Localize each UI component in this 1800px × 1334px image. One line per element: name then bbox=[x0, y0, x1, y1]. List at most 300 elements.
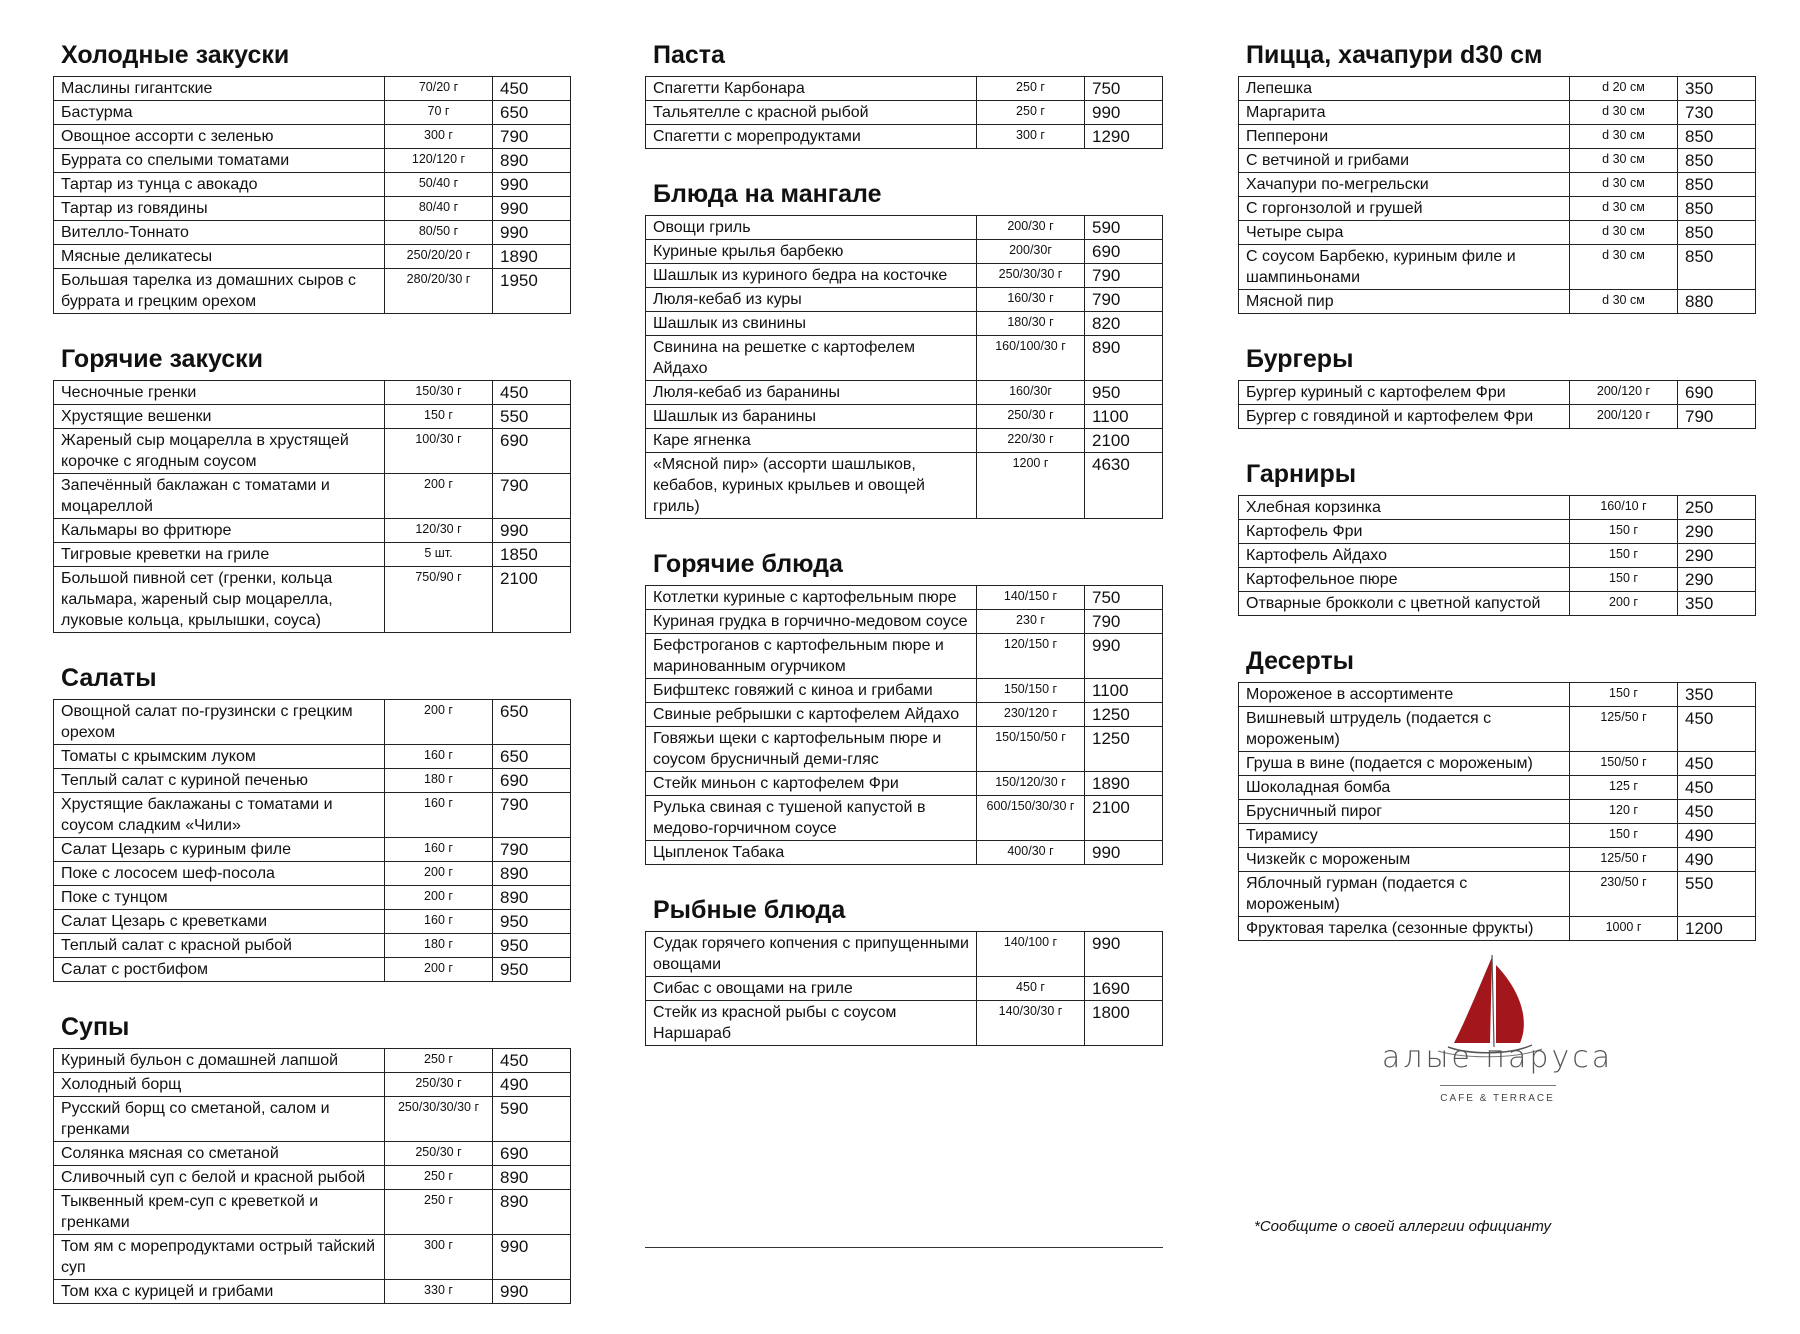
menu-item-row bbox=[54, 519, 571, 543]
item-weight: 250 г bbox=[977, 77, 1085, 101]
item-price: 450 bbox=[1678, 752, 1756, 776]
menu-item-row bbox=[646, 1001, 1163, 1046]
section-title: Рыбные блюда bbox=[653, 896, 846, 924]
item-weight: 150 г bbox=[1570, 544, 1678, 568]
item-weight: 230/50 г bbox=[1570, 872, 1678, 917]
menu-item-row bbox=[646, 336, 1163, 381]
item-weight: d 30 см bbox=[1570, 101, 1678, 125]
item-weight: 300 г bbox=[385, 1235, 493, 1280]
item-name: Вителло-Тоннато bbox=[54, 221, 385, 245]
item-weight: 150 г bbox=[385, 405, 493, 429]
item-weight: 400/30 г bbox=[977, 841, 1085, 865]
item-price: 890 bbox=[493, 1190, 571, 1235]
menu-item-row bbox=[54, 1190, 571, 1235]
menu-item-row bbox=[54, 101, 571, 125]
menu-item-row bbox=[54, 221, 571, 245]
menu-item-row bbox=[1239, 568, 1756, 592]
item-weight: 150 г bbox=[1570, 520, 1678, 544]
item-weight: d 30 см bbox=[1570, 197, 1678, 221]
item-weight: 160/10 г bbox=[1570, 496, 1678, 520]
item-price: 750 bbox=[1085, 586, 1163, 610]
item-weight: 120 г bbox=[1570, 800, 1678, 824]
menu-item-row bbox=[54, 1073, 571, 1097]
item-price: 450 bbox=[493, 1049, 571, 1073]
menu-section bbox=[645, 40, 1163, 149]
item-name: Фруктовая тарелка (сезонные фрукты) bbox=[1239, 917, 1570, 941]
menu-table bbox=[1238, 380, 1756, 429]
menu-item-row bbox=[646, 932, 1163, 977]
section-title: Супы bbox=[61, 1013, 130, 1041]
item-name: Хачапури по-мегрельски bbox=[1239, 173, 1570, 197]
item-name: Маргарита bbox=[1239, 101, 1570, 125]
item-name: Овощи гриль bbox=[646, 216, 977, 240]
item-name: Шашлык из баранины bbox=[646, 405, 977, 429]
menu-item-row bbox=[54, 1049, 571, 1073]
menu-column-3 bbox=[1238, 40, 1756, 971]
item-name: Теплый салат с куриной печенью bbox=[54, 769, 385, 793]
item-weight: 180 г bbox=[385, 934, 493, 958]
item-weight: 200 г bbox=[385, 958, 493, 982]
menu-item-row bbox=[1239, 101, 1756, 125]
menu-item-row bbox=[1239, 77, 1756, 101]
menu-table bbox=[53, 1048, 571, 1304]
item-weight: 200 г bbox=[385, 862, 493, 886]
item-name: С ветчиной и грибами bbox=[1239, 149, 1570, 173]
menu-item-row bbox=[54, 700, 571, 745]
item-price: 450 bbox=[1678, 707, 1756, 752]
menu-item-row bbox=[1239, 848, 1756, 872]
item-price: 950 bbox=[493, 958, 571, 982]
item-price: 550 bbox=[493, 405, 571, 429]
item-name: Говяжьи щеки с картофельным пюре и соусом брусничный деми-гляс bbox=[646, 727, 977, 772]
menu-item-row bbox=[646, 405, 1163, 429]
item-name: Салат Цезарь с куриным филе bbox=[54, 838, 385, 862]
menu-item-row bbox=[1239, 149, 1756, 173]
item-name: Сливочный суп с белой и красной рыбой bbox=[54, 1166, 385, 1190]
item-weight: 450 г bbox=[977, 977, 1085, 1001]
item-price: 250 bbox=[1678, 496, 1756, 520]
menu-column-1 bbox=[53, 40, 571, 1334]
item-price: 350 bbox=[1678, 683, 1756, 707]
menu-item-row bbox=[1239, 125, 1756, 149]
menu-item-row bbox=[54, 1097, 571, 1142]
item-price: 2100 bbox=[1085, 429, 1163, 453]
item-price: 950 bbox=[1085, 381, 1163, 405]
item-name: Русский борщ со сметаной, салом и гренками bbox=[54, 1097, 385, 1142]
item-price: 690 bbox=[493, 769, 571, 793]
item-weight: 70 г bbox=[385, 101, 493, 125]
item-price: 290 bbox=[1678, 520, 1756, 544]
item-name: Рулька свиная с тушеной капустой в медово-горчичном соусе bbox=[646, 796, 977, 841]
item-price: 890 bbox=[1085, 336, 1163, 381]
menu-item-row bbox=[646, 977, 1163, 1001]
menu-item-row bbox=[54, 149, 571, 173]
menu-item-row bbox=[54, 886, 571, 910]
menu-item-row bbox=[646, 703, 1163, 727]
menu-section bbox=[645, 895, 1163, 1046]
item-weight: 300 г bbox=[977, 125, 1085, 149]
menu-item-row bbox=[54, 1142, 571, 1166]
item-price: 450 bbox=[493, 381, 571, 405]
item-price: 2100 bbox=[493, 567, 571, 633]
item-price: 790 bbox=[1085, 610, 1163, 634]
section-title: Салаты bbox=[61, 664, 157, 692]
menu-section bbox=[53, 40, 571, 314]
item-weight: 160/30 г bbox=[977, 288, 1085, 312]
item-name: Картофель Фри bbox=[1239, 520, 1570, 544]
menu-section bbox=[53, 663, 571, 982]
menu-item-row bbox=[646, 216, 1163, 240]
item-weight: 80/50 г bbox=[385, 221, 493, 245]
item-price: 1890 bbox=[1085, 772, 1163, 796]
item-name: Тартар из тунца с авокадо bbox=[54, 173, 385, 197]
item-price: 1100 bbox=[1085, 679, 1163, 703]
menu-item-row bbox=[54, 173, 571, 197]
menu-item-row bbox=[646, 125, 1163, 149]
menu-item-row bbox=[54, 125, 571, 149]
item-name: «Мясной пир» (ассорти шашлыков, кебабов, куриных крыльев и овощей гриль) bbox=[646, 453, 977, 519]
item-price: 290 bbox=[1678, 544, 1756, 568]
menu-item-row bbox=[646, 429, 1163, 453]
item-price: 450 bbox=[1678, 776, 1756, 800]
menu-item-row bbox=[54, 958, 571, 982]
item-weight: 150/50 г bbox=[1570, 752, 1678, 776]
sailboat-icon bbox=[1380, 945, 1610, 1115]
brand-name: алые паруса bbox=[1381, 1040, 1614, 1075]
item-weight: 150 г bbox=[1570, 824, 1678, 848]
item-name: Запечённый баклажан с томатами и моцареллой bbox=[54, 474, 385, 519]
item-name: Тартар из говядины bbox=[54, 197, 385, 221]
menu-section bbox=[1238, 646, 1756, 941]
item-name: Тигровые креветки на гриле bbox=[54, 543, 385, 567]
item-name: Теплый салат с красной рыбой bbox=[54, 934, 385, 958]
item-name: Салат с ростбифом bbox=[54, 958, 385, 982]
item-name: Бастурма bbox=[54, 101, 385, 125]
item-weight: 330 г bbox=[385, 1280, 493, 1304]
item-weight: d 30 см bbox=[1570, 221, 1678, 245]
item-price: 990 bbox=[1085, 841, 1163, 865]
item-name: Спагетти Карбонара bbox=[646, 77, 977, 101]
item-weight: 600/150/30/30 г bbox=[977, 796, 1085, 841]
item-name: Сибас с овощами на гриле bbox=[646, 977, 977, 1001]
item-price: 650 bbox=[493, 101, 571, 125]
brand-divider bbox=[1440, 1085, 1556, 1086]
menu-item-row bbox=[54, 381, 571, 405]
menu-item-row bbox=[54, 934, 571, 958]
item-price: 490 bbox=[493, 1073, 571, 1097]
item-price: 990 bbox=[1085, 932, 1163, 977]
item-weight: 180/30 г bbox=[977, 312, 1085, 336]
menu-item-row bbox=[54, 838, 571, 862]
item-weight: 200/120 г bbox=[1570, 381, 1678, 405]
item-name: Спагетти с морепродуктами bbox=[646, 125, 977, 149]
item-price: 1890 bbox=[493, 245, 571, 269]
menu-item-row bbox=[646, 586, 1163, 610]
item-name: Большая тарелка из домашних сыров с буррата и грецким орехом bbox=[54, 269, 385, 314]
item-price: 790 bbox=[1085, 288, 1163, 312]
item-price: 1690 bbox=[1085, 977, 1163, 1001]
item-weight: 250/30/30/30 г bbox=[385, 1097, 493, 1142]
item-name: Поке с лососем шеф-посола bbox=[54, 862, 385, 886]
item-weight: 750/90 г bbox=[385, 567, 493, 633]
item-price: 850 bbox=[1678, 125, 1756, 149]
item-price: 850 bbox=[1678, 245, 1756, 290]
item-name: Холодный борщ bbox=[54, 1073, 385, 1097]
item-price: 650 bbox=[493, 745, 571, 769]
item-weight: 140/30/30 г bbox=[977, 1001, 1085, 1046]
menu-item-row bbox=[54, 405, 571, 429]
item-weight: 160 г bbox=[385, 838, 493, 862]
menu-item-row bbox=[54, 197, 571, 221]
menu-item-row bbox=[646, 634, 1163, 679]
item-name: Картофель Айдахо bbox=[1239, 544, 1570, 568]
menu-table bbox=[53, 380, 571, 633]
sail-back bbox=[1496, 965, 1524, 1043]
item-price: 990 bbox=[493, 197, 571, 221]
item-weight: 150/30 г bbox=[385, 381, 493, 405]
item-price: 950 bbox=[493, 910, 571, 934]
item-weight: 160/30г bbox=[977, 381, 1085, 405]
menu-item-row bbox=[1239, 592, 1756, 616]
item-weight: d 30 см bbox=[1570, 245, 1678, 290]
menu-table bbox=[1238, 76, 1756, 314]
menu-item-row bbox=[646, 381, 1163, 405]
menu-item-row bbox=[646, 312, 1163, 336]
menu-item-row bbox=[54, 793, 571, 838]
item-weight: 230/120 г bbox=[977, 703, 1085, 727]
menu-item-row bbox=[54, 245, 571, 269]
item-name: Свинина на решетке с картофелем Айдахо bbox=[646, 336, 977, 381]
item-price: 850 bbox=[1678, 149, 1756, 173]
item-name: Свиные ребрышки с картофелем Айдахо bbox=[646, 703, 977, 727]
item-name: Куриный бульон с домашней лапшой bbox=[54, 1049, 385, 1073]
menu-item-row bbox=[1239, 405, 1756, 429]
menu-item-row bbox=[646, 453, 1163, 519]
item-price: 730 bbox=[1678, 101, 1756, 125]
item-weight: 150/150/50 г bbox=[977, 727, 1085, 772]
item-weight: 250/30 г bbox=[385, 1073, 493, 1097]
brand-subtitle: CAFE & TERRACE bbox=[1440, 1093, 1555, 1104]
menu-section bbox=[645, 549, 1163, 865]
item-price: 990 bbox=[493, 1280, 571, 1304]
item-name: Овощное ассорти с зеленью bbox=[54, 125, 385, 149]
item-weight: 250 г bbox=[385, 1166, 493, 1190]
allergy-note: *Сообщите о своей аллергии официанту bbox=[1254, 1218, 1552, 1235]
item-price: 1850 bbox=[493, 543, 571, 567]
menu-item-row bbox=[1239, 520, 1756, 544]
item-price: 550 bbox=[1678, 872, 1756, 917]
section-title: Холодные закуски bbox=[61, 41, 290, 69]
item-weight: 220/30 г bbox=[977, 429, 1085, 453]
item-price: 790 bbox=[493, 793, 571, 838]
item-weight: d 30 см bbox=[1570, 290, 1678, 314]
menu-item-row bbox=[1239, 872, 1756, 917]
item-name: Тирамису bbox=[1239, 824, 1570, 848]
menu-item-row bbox=[1239, 917, 1756, 941]
item-price: 1950 bbox=[493, 269, 571, 314]
item-weight: 70/20 г bbox=[385, 77, 493, 101]
menu-item-row bbox=[54, 862, 571, 886]
menu-table bbox=[1238, 495, 1756, 616]
item-price: 790 bbox=[493, 125, 571, 149]
item-weight: d 30 см bbox=[1570, 125, 1678, 149]
item-name: Лепешка bbox=[1239, 77, 1570, 101]
menu-item-row bbox=[54, 1166, 571, 1190]
item-name: Бургер куриный с картофелем Фри bbox=[1239, 381, 1570, 405]
item-weight: 280/20/30 г bbox=[385, 269, 493, 314]
menu-item-row bbox=[54, 474, 571, 519]
menu-section bbox=[645, 179, 1163, 519]
item-price: 790 bbox=[1085, 264, 1163, 288]
section-title: Блюда на мангале bbox=[653, 180, 882, 208]
item-name: Брусничный пирог bbox=[1239, 800, 1570, 824]
menu-item-row bbox=[646, 77, 1163, 101]
menu-item-row bbox=[1239, 381, 1756, 405]
item-name: Буррата со спелыми томатами bbox=[54, 149, 385, 173]
item-name: Отварные брокколи с цветной капустой bbox=[1239, 592, 1570, 616]
sail-front bbox=[1454, 957, 1492, 1043]
item-name: Хрустящие вешенки bbox=[54, 405, 385, 429]
menu-item-row bbox=[646, 841, 1163, 865]
item-weight: 150 г bbox=[1570, 568, 1678, 592]
item-weight: 200 г bbox=[385, 474, 493, 519]
item-price: 890 bbox=[493, 862, 571, 886]
item-price: 350 bbox=[1678, 77, 1756, 101]
menu-item-row bbox=[1239, 496, 1756, 520]
menu-item-row bbox=[1239, 824, 1756, 848]
item-name: Шашлык из свинины bbox=[646, 312, 977, 336]
menu-item-row bbox=[646, 610, 1163, 634]
item-price: 990 bbox=[493, 173, 571, 197]
menu-item-row bbox=[54, 567, 571, 633]
item-name: Том кха с курицей и грибами bbox=[54, 1280, 385, 1304]
menu-item-row bbox=[646, 796, 1163, 841]
menu-item-row bbox=[1239, 800, 1756, 824]
item-weight: 125/50 г bbox=[1570, 848, 1678, 872]
item-price: 690 bbox=[493, 429, 571, 474]
item-name: Куриная грудка в горчично-медовом соусе bbox=[646, 610, 977, 634]
section-title: Горячие закуски bbox=[61, 345, 264, 373]
item-name: Бургер с говядиной и картофелем Фри bbox=[1239, 405, 1570, 429]
section-title: Гарниры bbox=[1246, 460, 1357, 488]
menu-item-row bbox=[646, 679, 1163, 703]
menu-table bbox=[645, 931, 1163, 1046]
menu-item-row bbox=[54, 745, 571, 769]
item-name: Шашлык из куриного бедра на косточке bbox=[646, 264, 977, 288]
item-weight: 200/120 г bbox=[1570, 405, 1678, 429]
menu-item-row bbox=[646, 240, 1163, 264]
item-price: 850 bbox=[1678, 221, 1756, 245]
menu-section bbox=[1238, 40, 1756, 314]
item-name: Томаты с крымским луком bbox=[54, 745, 385, 769]
item-price: 690 bbox=[1678, 381, 1756, 405]
item-weight: 160/100/30 г bbox=[977, 336, 1085, 381]
menu-item-row bbox=[646, 264, 1163, 288]
item-name: Тыквенный крем-суп с креветкой и гренками bbox=[54, 1190, 385, 1235]
section-title: Десерты bbox=[1246, 647, 1355, 675]
item-price: 4630 bbox=[1085, 453, 1163, 519]
item-price: 990 bbox=[1085, 634, 1163, 679]
item-name: Стейк миньон с картофелем Фри bbox=[646, 772, 977, 796]
item-weight: 50/40 г bbox=[385, 173, 493, 197]
item-weight: d 20 см bbox=[1570, 77, 1678, 101]
item-name: Судак горячего копчения с припущенными овощами bbox=[646, 932, 977, 977]
item-name: Кальмары во фритюре bbox=[54, 519, 385, 543]
menu-section bbox=[53, 344, 571, 633]
item-name: Мясные деликатесы bbox=[54, 245, 385, 269]
item-weight: 250/20/20 г bbox=[385, 245, 493, 269]
bottom-divider bbox=[645, 1247, 1163, 1248]
item-price: 790 bbox=[493, 838, 571, 862]
item-weight: 160 г bbox=[385, 793, 493, 838]
menu-table bbox=[645, 215, 1163, 519]
item-weight: 100/30 г bbox=[385, 429, 493, 474]
menu-table bbox=[645, 76, 1163, 149]
item-name: Жареный сыр моцарелла в хрустящей корочке с ягодным соусом bbox=[54, 429, 385, 474]
menu-item-row bbox=[54, 1280, 571, 1304]
item-name: Маслины гигантские bbox=[54, 77, 385, 101]
menu-item-row bbox=[1239, 197, 1756, 221]
item-weight: 5 шт. bbox=[385, 543, 493, 567]
item-name: Том ям с морепродуктами острый тайский суп bbox=[54, 1235, 385, 1280]
item-price: 490 bbox=[1678, 824, 1756, 848]
menu-item-row bbox=[1239, 290, 1756, 314]
item-name: С горгонзолой и грушей bbox=[1239, 197, 1570, 221]
item-name: Бифштекс говяжий с киноа и грибами bbox=[646, 679, 977, 703]
item-name: Чизкейк с мороженым bbox=[1239, 848, 1570, 872]
item-price: 1290 bbox=[1085, 125, 1163, 149]
item-name: Хрустящие баклажаны с томатами и соусом сладким «Чили» bbox=[54, 793, 385, 838]
menu-item-row bbox=[646, 288, 1163, 312]
item-name: Люля-кебаб из куры bbox=[646, 288, 977, 312]
item-price: 790 bbox=[493, 474, 571, 519]
item-price: 850 bbox=[1678, 197, 1756, 221]
item-weight: 300 г bbox=[385, 125, 493, 149]
menu-item-row bbox=[54, 77, 571, 101]
item-price: 590 bbox=[1085, 216, 1163, 240]
item-weight: 120/30 г bbox=[385, 519, 493, 543]
item-weight: 200 г bbox=[1570, 592, 1678, 616]
item-weight: 250/30/30 г bbox=[977, 264, 1085, 288]
menu-item-row bbox=[1239, 707, 1756, 752]
item-name: Большой пивной сет (гренки, кольца кальмара, жареный сыр моцарелла, луковые кольца, крылышки, соуса) bbox=[54, 567, 385, 633]
menu-table bbox=[1238, 682, 1756, 941]
item-name: Каре ягненка bbox=[646, 429, 977, 453]
item-name: Цыпленок Табака bbox=[646, 841, 977, 865]
item-weight: 200 г bbox=[385, 886, 493, 910]
menu-item-row bbox=[646, 772, 1163, 796]
item-weight: 120/120 г bbox=[385, 149, 493, 173]
item-name: Салат Цезарь с креветками bbox=[54, 910, 385, 934]
item-name: Поке с тунцом bbox=[54, 886, 385, 910]
menu-section bbox=[1238, 344, 1756, 429]
item-weight: 140/150 г bbox=[977, 586, 1085, 610]
menu-section bbox=[1238, 459, 1756, 616]
item-price: 1250 bbox=[1085, 703, 1163, 727]
item-name: Котлетки куриные с картофельным пюре bbox=[646, 586, 977, 610]
item-weight: 250/30 г bbox=[977, 405, 1085, 429]
item-weight: 250 г bbox=[977, 101, 1085, 125]
item-name: Четыре сыра bbox=[1239, 221, 1570, 245]
item-weight: 150 г bbox=[1570, 683, 1678, 707]
menu-column-2 bbox=[645, 40, 1163, 1076]
item-price: 450 bbox=[1678, 800, 1756, 824]
menu-table bbox=[645, 585, 1163, 865]
item-weight: 160 г bbox=[385, 745, 493, 769]
item-price: 490 bbox=[1678, 848, 1756, 872]
menu-item-row bbox=[1239, 544, 1756, 568]
section-title: Горячие блюда bbox=[653, 550, 843, 578]
